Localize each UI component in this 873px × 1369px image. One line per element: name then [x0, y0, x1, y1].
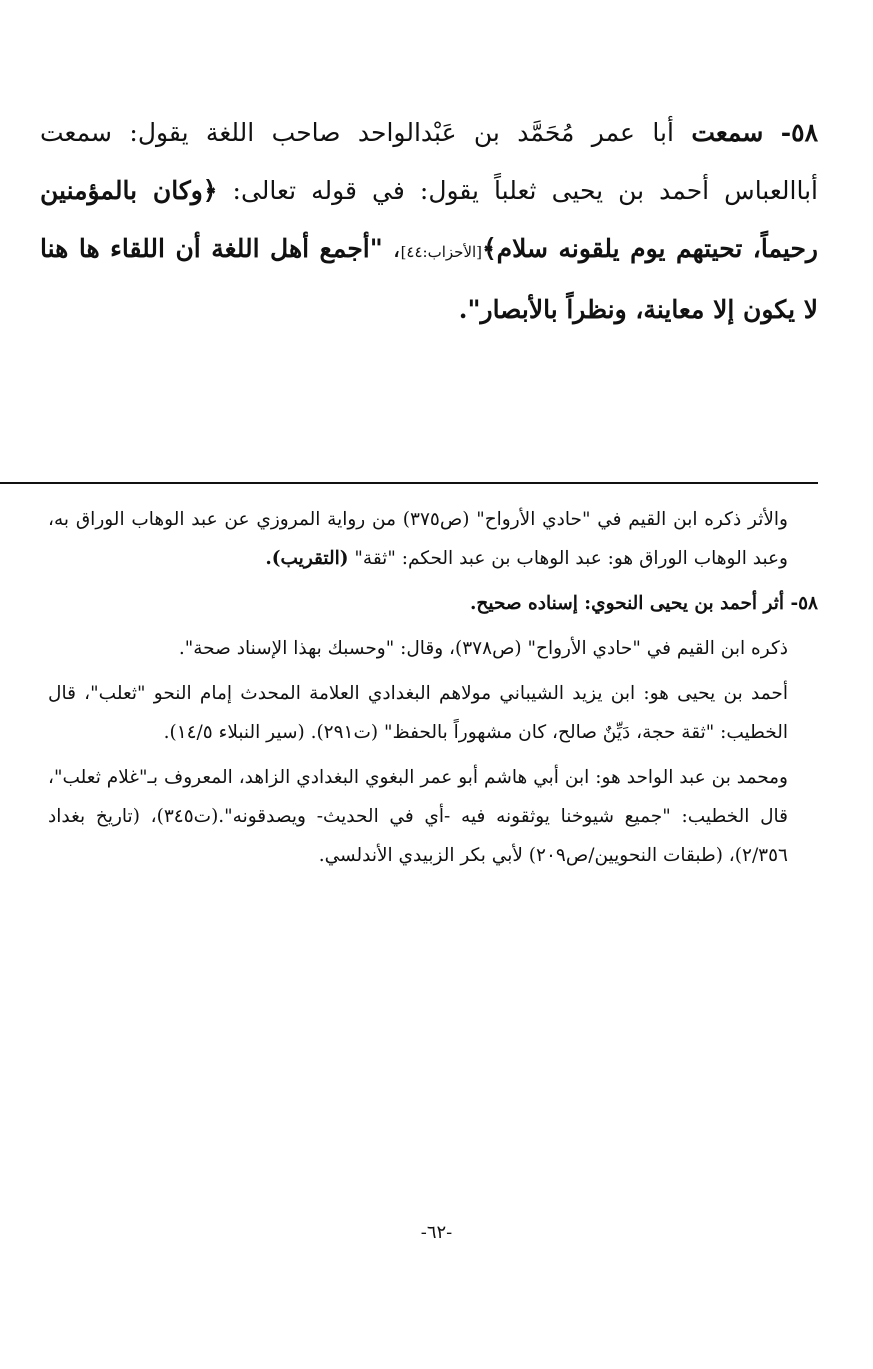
narration-number: ٥٨- [780, 118, 819, 147]
quran-verse: ﴿وكان بالمؤمنين رحيماً، تحيتهم يوم يلقونه سلام﴾ [40, 176, 818, 263]
footnote-paragraph-1 [48, 500, 818, 578]
separator: ، [392, 234, 401, 263]
main-paragraph [40, 104, 818, 339]
narration-quote: "أجمع أهل اللغة أن اللقاء ها هنا لا يكون إلا معاينة، ونظراً بالأبصار". [40, 234, 818, 324]
narration-chain: أبا عمر مُحَمَّد بن عَبْدالواحد صاحب اللغة يقول: سمعت أباالعباس أحمد بن يحيى ثعلباً يقول: في قوله تعالى: [40, 118, 818, 205]
footnote-text: والأثر ذكره ابن القيم في "حادي الأرواح" (ص٣٧٥) من رواية المروزي عن عبد الوهاب الوراق به، وعبد الوهاب الوراق هو: عبد الوهاب بن عبد الحكم: "ثقة" [48, 509, 788, 569]
footnote-source: (التقريب). [265, 548, 349, 569]
footnote-divider [0, 482, 818, 484]
page-number: -٦٢- [420, 1222, 453, 1243]
footnote-paragraph-2: ذكره ابن القيم في "حادي الأرواح" (ص٣٧٨)، وقال: "وحسبك بهذا الإسناد صحة". [178, 638, 788, 659]
footnote-paragraph-3: أحمد بن يحيى هو: ابن يزيد الشيباني مولاهم البغدادي العلامة المحدث إمام النحو "ثعلب"، قال الخطيب: "ثقة حجة، دَيِّنٌ صالح، كان مشهوراً بالحفظ" (ت٢٩١). (سير النبلاء ١٤/٥). [48, 683, 788, 743]
footnote-heading: ٥٨- أثر أحمد بن يحيى النحوي: إسناده صحيح. [469, 593, 818, 614]
quran-reference: [الأحزاب:٤٤] [400, 243, 483, 261]
footnotes-section [48, 500, 818, 881]
footnote-paragraph-4: ومحمد بن عبد الواحد هو: ابن أبي هاشم أبو عمر البغوي البغدادي الزاهد، المعروف بـ"غلام ثعلب"، قال الخطيب: "جميع شيوخنا يوثقونه فيه -أي في الحديث- ويصدقونه".(ت٣٤٥)، (تاريخ بغداد ٢/٣٥٦)، (طبقات النحويين/ص٢٠٩) لأبي بكر الزبيدي الأندلسي. [48, 767, 789, 866]
narration-lead: سمعت [691, 118, 764, 147]
